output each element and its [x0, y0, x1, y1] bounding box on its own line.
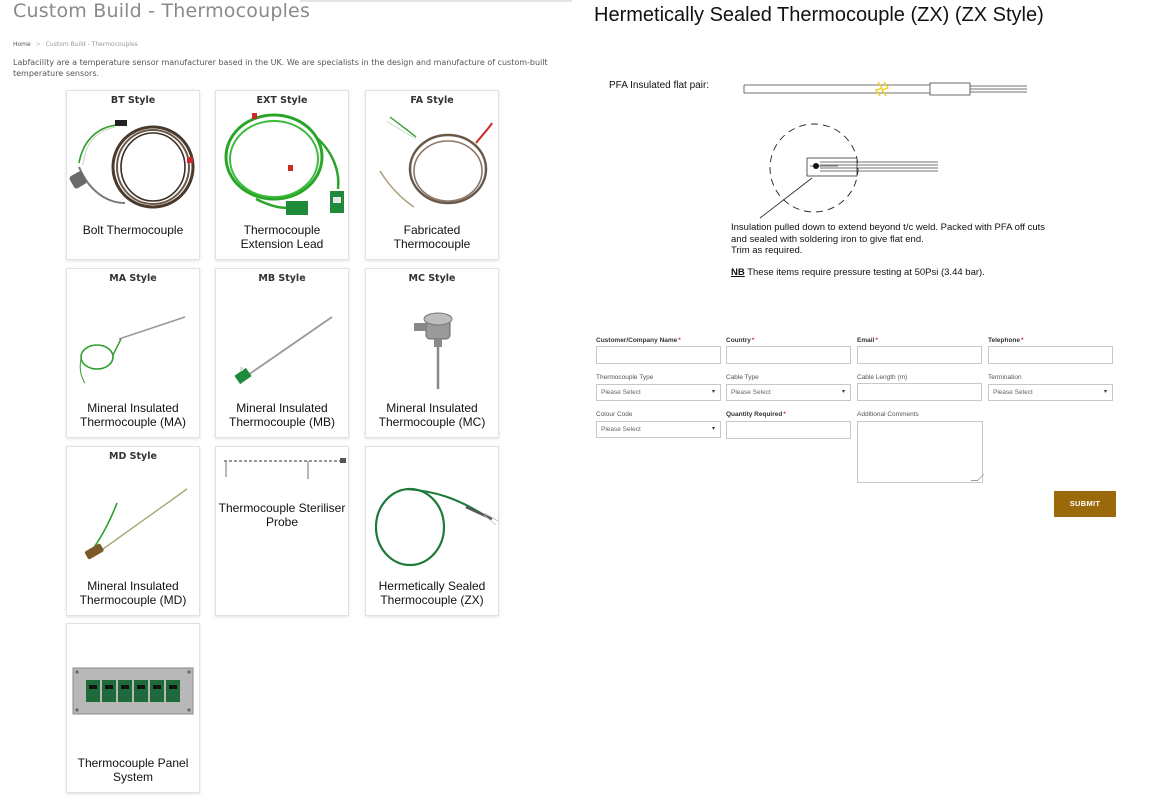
card-product-name: Mineral Insulated Thermocouple (MC): [378, 401, 486, 429]
card-style-label: MB Style: [258, 273, 306, 284]
fabricated-thermocouple-image: [366, 107, 500, 217]
termination-select[interactable]: Please Select ▾: [988, 384, 1113, 401]
product-card-bt[interactable]: [66, 90, 200, 260]
termination-label: Termination: [988, 374, 1022, 381]
breadcrumb: [13, 41, 138, 48]
telephone-label: Telephone*: [988, 337, 1024, 344]
product-card-mb[interactable]: [215, 268, 349, 438]
product-card-mc[interactable]: [365, 268, 499, 438]
nb-prefix: NB: [731, 267, 745, 278]
card-style-label: FA Style: [410, 95, 454, 106]
nb-text: These items require pressure testing at 50Psi (3.44 bar).: [744, 267, 985, 278]
mineral-insulated-ma-image: [67, 285, 201, 395]
note-line: Insulation pulled down to extend beyond t/c weld. Packed with PFA off cuts: [731, 222, 1046, 233]
card-product-name: Mineral Insulated Thermocouple (MB): [228, 401, 336, 429]
construction-note: [731, 222, 1091, 257]
product-card-fa[interactable]: [365, 90, 499, 260]
card-style-label: MD Style: [109, 451, 157, 462]
card-product-name: Hermetically Sealed Thermocouple (ZX): [378, 579, 486, 607]
card-style-label: BT Style: [110, 95, 156, 106]
quantity-label: Quantity Required*: [726, 411, 786, 418]
chevron-down-icon: ▾: [1103, 389, 1107, 395]
card-style-label: MC Style: [408, 273, 456, 284]
card-product-name: Mineral Insulated Thermocouple (MD): [79, 579, 187, 607]
product-title: Hermetically Sealed Thermocouple (ZX) (ZX Style): [594, 4, 1044, 26]
product-card-ext[interactable]: [215, 90, 349, 260]
product-card-zx[interactable]: [365, 446, 499, 616]
country-label: Country*: [726, 337, 755, 344]
card-product-name: Thermocouple Panel System: [77, 756, 189, 784]
chevron-down-icon: ▾: [841, 389, 845, 395]
catalog-panel: [0, 0, 572, 812]
zx-construction-diagram: [580, 60, 1154, 230]
country-input[interactable]: [726, 346, 851, 364]
card-product-name: Mineral Insulated Thermocouple (MA): [79, 401, 187, 429]
comments-textarea[interactable]: [857, 421, 983, 483]
chevron-down-icon: ▾: [711, 389, 715, 395]
intro-text: Labfacility are a temperature sensor manufacturer based in the UK. We are specialists in the design and manufacture of custom-built temperature sensors.: [13, 58, 548, 78]
mineral-insulated-mc-image: [366, 285, 500, 395]
breadcrumb-separator: >: [35, 41, 41, 48]
mineral-insulated-md-image: [67, 463, 201, 573]
product-card-steriliser[interactable]: [215, 446, 349, 616]
card-product-name: Thermocouple Extension Lead: [240, 223, 324, 251]
product-card-md[interactable]: [66, 446, 200, 616]
submit-button[interactable]: SUBMIT: [1054, 491, 1116, 517]
breadcrumb-home[interactable]: Home: [13, 41, 31, 48]
card-style-label: EXT Style: [256, 95, 308, 106]
card-product-name: Bolt Thermocouple: [82, 223, 184, 237]
cable-type-select[interactable]: Please Select ▾: [726, 384, 851, 401]
note-line: Trim as required.: [731, 245, 803, 256]
mineral-insulated-mb-image: [216, 285, 350, 395]
email-input[interactable]: [857, 346, 982, 364]
bolt-thermocouple-image: [67, 107, 201, 217]
cable-length-input[interactable]: [857, 383, 982, 401]
resize-grip-icon[interactable]: [971, 474, 985, 481]
comments-label: Additional Comments: [857, 411, 919, 418]
breadcrumb-current: Custom Build - Thermocouples: [45, 41, 138, 48]
extension-lead-image: [216, 107, 350, 217]
customer-label: Customer/Company Name*: [596, 337, 681, 344]
note-line: and sealed with soldering iron to give flat end.: [731, 233, 924, 245]
card-style-label: MA Style: [109, 273, 157, 284]
card-product-name: Thermocouple Steriliser Probe: [218, 501, 346, 529]
thermocouple-type-label: Thermocouple Type: [596, 374, 654, 381]
pressure-test-note: [731, 267, 985, 278]
hermetically-sealed-zx-image: [366, 463, 500, 573]
quantity-input[interactable]: [726, 421, 851, 439]
card-product-name: Fabricated Thermocouple: [393, 223, 471, 251]
email-label: Email*: [857, 337, 878, 344]
colour-code-select[interactable]: Please Select ▾: [596, 421, 721, 438]
product-card-panel[interactable]: [66, 623, 200, 793]
panel-system-image: [67, 640, 201, 750]
thermocouple-type-select[interactable]: Please Select ▾: [596, 384, 721, 401]
page-title: Custom Build - Thermocouples: [13, 0, 311, 22]
telephone-input[interactable]: [988, 346, 1113, 364]
colour-code-label: Colour Code: [596, 411, 633, 418]
top-divider: [300, 0, 572, 2]
pfa-label: PFA Insulated flat pair:: [609, 80, 710, 91]
customer-name-input[interactable]: [596, 346, 721, 364]
product-card-ma[interactable]: [66, 268, 200, 438]
chevron-down-icon: ▾: [711, 426, 715, 432]
product-detail-panel: [580, 0, 1154, 812]
cable-type-label: Cable Type: [726, 374, 759, 381]
steriliser-probe-image: [216, 451, 350, 481]
cable-length-label: Cable Length (m): [857, 374, 908, 381]
